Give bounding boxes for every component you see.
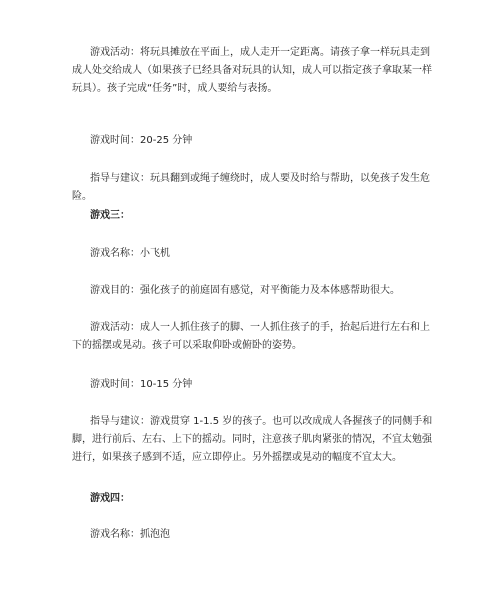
paragraph-game-name-3: 游戏名称：小飞机: [90, 248, 170, 259]
paragraph-advice-3: 指导与建议：游戏贯穿 1-1.5 岁的孩子。也可以改成成人各握孩子的同侧手和脚，进行前后、左右、上下的摇动。同时，注意孩子肌肉紧张的情况，不宜太勉强进行，如果孩子感到不适，应立即停止。另外摇摆或晃动的幅度不宜太大。: [72, 416, 433, 463]
paragraph-game-goal-3: 游戏目的：强化孩子的前庭固有感觉，对平衡能力及本体感帮助很大。: [90, 285, 400, 296]
heading-game-4: 游戏四：: [90, 493, 130, 504]
paragraph-game-name-4: 游戏名称：抓泡泡: [90, 529, 170, 540]
paragraph-activity-1: 游戏活动：将玩具摊放在平面上，成人走开一定距离。请孩子拿一样玩具走到成人处交给成人（如果孩子已经具备对玩具的认知，成人可以指定孩子拿取某一样玩具）。孩子完成“任务”时，成人要给与表扬。: [72, 47, 432, 94]
paragraph-time-3: 游戏时间：10-15 分钟: [90, 379, 193, 390]
paragraph-activity-3: 游戏活动：成人一人抓住孩子的脚、一人抓住孩子的手，抬起后进行左右和上下的摇摆或晃动。孩子可以采取仰卧或俯卧的姿势。: [72, 322, 430, 351]
heading-game-3: 游戏三：: [90, 210, 130, 221]
paragraph-time-1: 游戏时间：20-25 分钟: [90, 135, 193, 146]
paragraph-advice-1: 指导与建议：玩具翻到或绳子缠绕时，成人要及时给与帮助，以免孩子发生危险。: [72, 173, 430, 202]
